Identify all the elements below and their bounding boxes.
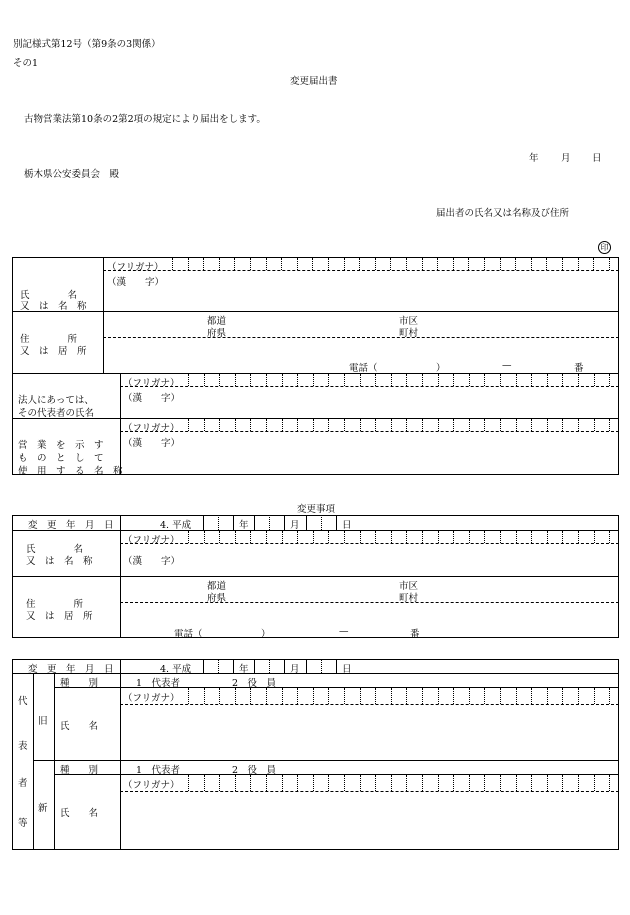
furigana-cell-divider <box>562 419 563 431</box>
furigana-cell-divider <box>484 688 485 704</box>
addressee: 栃木県公安委員会 殿 <box>24 169 120 180</box>
furigana-cell-divider <box>282 775 283 791</box>
furigana-cell-divider <box>297 258 298 270</box>
furigana-cell-divider <box>313 419 314 431</box>
furigana-cell-divider <box>344 775 345 791</box>
furigana-cell-divider <box>500 531 501 543</box>
t2-name-input[interactable] <box>121 544 618 575</box>
t2-city-b: 町村 <box>399 593 419 604</box>
page-title: 変更届出書 <box>290 76 338 87</box>
date-day: 日 <box>592 153 602 164</box>
furigana-cell-divider <box>438 531 439 543</box>
furigana-cell-divider <box>484 419 485 431</box>
furigana-cell-divider <box>531 374 532 386</box>
furigana-cell-divider <box>266 419 267 431</box>
furigana-cell-divider <box>219 531 220 543</box>
furigana-cell-divider <box>313 374 314 386</box>
furigana-cell-divider <box>204 775 205 791</box>
furigana-cell-divider <box>188 775 189 791</box>
prefecture-label-b: 府県 <box>207 328 227 339</box>
furigana-cell-divider <box>219 419 220 431</box>
t2-addr-label-2: 又 は 居 所 <box>26 611 93 622</box>
furigana-cell-divider <box>282 688 283 704</box>
furigana-cell-divider <box>453 531 454 543</box>
new-type-label: 種 別 <box>60 765 99 776</box>
t2-nen: 年 <box>239 520 249 531</box>
furigana-cell-divider <box>593 258 594 270</box>
furigana-cell-divider <box>282 419 283 431</box>
date-month: 月 <box>561 153 571 164</box>
furigana-cell-divider <box>188 419 189 431</box>
old-label: 旧 <box>38 716 48 727</box>
submitter-label: 届出者の氏名又は名称及び住所 <box>436 208 570 219</box>
rep-kanji-label: （漢 字） <box>123 393 181 404</box>
old-type-opt-2[interactable]: 2 役 員 <box>232 678 277 689</box>
t3-gatsu: 月 <box>290 664 300 675</box>
furigana-cell-divider <box>484 775 485 791</box>
furigana-cell-divider <box>203 258 204 270</box>
t2-kanji: （漢 字） <box>123 556 181 567</box>
furigana-cell-divider <box>328 775 329 791</box>
name-label: 氏 名 <box>20 290 78 301</box>
city-label-a: 市区 <box>399 316 419 327</box>
furigana-cell-divider <box>578 531 579 543</box>
furigana-cell-divider <box>453 374 454 386</box>
new-label: 新 <box>38 803 48 814</box>
seal-icon: 印 <box>598 241 611 254</box>
furigana-cell-divider <box>360 374 361 386</box>
furigana-cell-divider <box>406 531 407 543</box>
furigana-cell-divider <box>204 374 205 386</box>
furigana-cell-divider <box>484 374 485 386</box>
name-input[interactable] <box>104 271 618 310</box>
furigana-cell-divider <box>204 531 205 543</box>
furigana-cell-divider <box>375 531 376 543</box>
furigana-label: （フリガナ） <box>107 262 164 273</box>
t2-name-label-2: 又 は 名 称 <box>26 556 93 567</box>
furigana-cell-divider <box>516 419 517 431</box>
old-name-label: 氏 名 <box>60 721 99 732</box>
furigana-cell-divider <box>406 419 407 431</box>
furigana-cell-divider <box>546 258 547 270</box>
biz-name-input[interactable] <box>121 432 618 474</box>
furigana-cell-divider <box>594 775 595 791</box>
furigana-cell-divider <box>188 688 189 704</box>
furigana-cell-divider <box>469 531 470 543</box>
furigana-cell-divider <box>609 258 610 270</box>
furigana-cell-divider <box>516 688 517 704</box>
furigana-cell-divider <box>391 688 392 704</box>
furigana-cell-divider <box>266 258 267 270</box>
furigana-cell-divider <box>266 688 267 704</box>
prefecture-label-a: 都道 <box>207 316 227 327</box>
old-type-label: 種 別 <box>60 678 99 689</box>
furigana-cell-divider <box>297 531 298 543</box>
furigana-cell-divider <box>406 688 407 704</box>
furigana-cell-divider <box>235 419 236 431</box>
furigana-cell-divider <box>547 775 548 791</box>
date-year: 年 <box>529 153 539 164</box>
old-furigana: （フリガナ） <box>123 693 180 704</box>
furigana-cell-divider <box>250 419 251 431</box>
biz-label-3: 使 用 す る 名 称 <box>18 466 123 477</box>
furigana-cell-divider <box>484 531 485 543</box>
intro-text: 古物営業法第10条の2第2項の規定により届出をします。 <box>24 114 266 125</box>
t2-address-input[interactable] <box>121 603 618 637</box>
furigana-cell-divider <box>609 775 610 791</box>
furigana-cell-divider <box>235 775 236 791</box>
furigana-cell-divider <box>594 419 595 431</box>
furigana-cell-divider <box>297 775 298 791</box>
t3-nichi: 日 <box>342 664 352 675</box>
furigana-cell-divider <box>484 258 485 270</box>
furigana-cell-divider <box>468 258 469 270</box>
furigana-cell-divider <box>469 688 470 704</box>
new-name-input[interactable] <box>121 792 618 849</box>
furigana-cell-divider <box>281 258 282 270</box>
furigana-cell-divider <box>438 775 439 791</box>
furigana-cell-divider <box>422 258 423 270</box>
furigana-cell-divider <box>500 258 501 270</box>
furigana-cell-divider <box>297 374 298 386</box>
furigana-cell-divider <box>234 258 235 270</box>
furigana-cell-divider <box>578 419 579 431</box>
furigana-cell-divider <box>562 258 563 270</box>
furigana-cell-divider <box>235 374 236 386</box>
furigana-cell-divider <box>266 775 267 791</box>
t2-furigana: （フリガナ） <box>123 535 180 546</box>
tel-paren: ） <box>436 363 446 374</box>
t2-era: 4. 平成 <box>160 520 192 531</box>
new-type-opt-1[interactable]: 1 代表者 <box>136 765 181 776</box>
furigana-cell-divider <box>547 374 548 386</box>
furigana-cell-divider <box>250 374 251 386</box>
furigana-cell-divider <box>500 374 501 386</box>
furigana-cell-divider <box>204 419 205 431</box>
furigana-cell-divider <box>266 531 267 543</box>
furigana-cell-divider <box>344 419 345 431</box>
furigana-cell-divider <box>578 258 579 270</box>
furigana-cell-divider <box>469 419 470 431</box>
furigana-cell-divider <box>469 374 470 386</box>
rep-label-2: その代表者の氏名 <box>18 408 95 419</box>
furigana-cell-divider <box>438 374 439 386</box>
furigana-cell-divider <box>422 531 423 543</box>
form-part: その1 <box>13 58 39 69</box>
furigana-cell-divider <box>562 374 563 386</box>
furigana-cell-divider <box>594 531 595 543</box>
t2-tel-paren: ） <box>261 629 271 640</box>
furigana-cell-divider <box>219 258 220 270</box>
furigana-cell-divider <box>531 258 532 270</box>
t2-nichi: 日 <box>342 520 352 531</box>
furigana-cell-divider <box>500 775 501 791</box>
old-name-input[interactable] <box>121 705 618 759</box>
form-number: 別記様式第12号（第9条の3関係） <box>13 39 161 50</box>
furigana-cell-divider <box>172 258 173 270</box>
t2-tel-dash: — <box>339 626 349 637</box>
t2-gatsu: 月 <box>290 520 300 531</box>
furigana-cell-divider <box>531 531 532 543</box>
tel-prefix: 電話（ <box>349 363 378 374</box>
old-type-opt-1[interactable]: 1 代表者 <box>136 678 181 689</box>
city-label-b: 町村 <box>399 328 419 339</box>
group-char-2: 表 <box>18 741 28 752</box>
furigana-cell-divider <box>453 688 454 704</box>
new-name-label: 氏 名 <box>60 808 99 819</box>
furigana-cell-divider <box>547 419 548 431</box>
furigana-cell-divider <box>266 374 267 386</box>
furigana-cell-divider <box>391 419 392 431</box>
furigana-cell-divider <box>516 775 517 791</box>
furigana-cell-divider <box>609 688 610 704</box>
new-furigana: （フリガナ） <box>123 780 180 791</box>
furigana-cell-divider <box>313 688 314 704</box>
tel-dash: — <box>502 360 512 371</box>
furigana-cell-divider <box>375 688 376 704</box>
t2-name-label: 氏 名 <box>26 544 84 555</box>
furigana-cell-divider <box>297 688 298 704</box>
t2-pref-b: 府県 <box>207 593 227 604</box>
furigana-cell-divider <box>328 374 329 386</box>
group-char-4: 等 <box>18 818 28 829</box>
t2-tel-prefix: 電話（ <box>174 629 203 640</box>
tel-ban: 番 <box>574 363 584 374</box>
furigana-cell-divider <box>531 775 532 791</box>
furigana-cell-divider <box>469 775 470 791</box>
furigana-cell-divider <box>359 258 360 270</box>
biz-label-2: も の と し て <box>18 453 104 464</box>
furigana-cell-divider <box>344 531 345 543</box>
kanji-label: （漢 字） <box>107 277 165 288</box>
furigana-cell-divider <box>609 419 610 431</box>
furigana-cell-divider <box>312 258 313 270</box>
furigana-cell-divider <box>609 374 610 386</box>
furigana-cell-divider <box>609 531 610 543</box>
furigana-cell-divider <box>531 688 532 704</box>
furigana-cell-divider <box>282 531 283 543</box>
furigana-cell-divider <box>297 419 298 431</box>
rep-furigana-label: （フリガナ） <box>123 378 180 389</box>
furigana-cell-divider <box>453 258 454 270</box>
furigana-cell-divider <box>578 688 579 704</box>
t3-date-label: 変 更 年 月 日 <box>28 664 114 675</box>
address-label: 住 所 <box>20 334 78 345</box>
furigana-cell-divider <box>437 258 438 270</box>
furigana-cell-divider <box>391 374 392 386</box>
furigana-cell-divider <box>250 258 251 270</box>
furigana-cell-divider <box>328 688 329 704</box>
furigana-cell-divider <box>422 419 423 431</box>
furigana-cell-divider <box>282 374 283 386</box>
furigana-cell-divider <box>375 374 376 386</box>
furigana-cell-divider <box>250 688 251 704</box>
biz-furigana-label: （フリガナ） <box>123 423 180 434</box>
furigana-cell-divider <box>406 775 407 791</box>
furigana-cell-divider <box>500 419 501 431</box>
furigana-cell-divider <box>250 775 251 791</box>
furigana-cell-divider <box>422 775 423 791</box>
t2-pref-a: 都道 <box>207 581 227 592</box>
furigana-cell-divider <box>438 419 439 431</box>
furigana-cell-divider <box>453 419 454 431</box>
furigana-cell-divider <box>188 531 189 543</box>
rep-label: 法人にあっては、 <box>18 395 94 406</box>
t3-nen: 年 <box>239 664 249 675</box>
address-input[interactable] <box>104 338 618 372</box>
furigana-cell-divider <box>562 531 563 543</box>
group-char-1: 代 <box>18 696 28 707</box>
furigana-cell-divider <box>188 374 189 386</box>
furigana-cell-divider <box>219 775 220 791</box>
name-label-2: 又 は 名 称 <box>20 301 87 312</box>
change-caption: 変更事項 <box>297 504 336 515</box>
furigana-cell-divider <box>360 531 361 543</box>
furigana-cell-divider <box>531 419 532 431</box>
furigana-cell-divider <box>578 374 579 386</box>
furigana-cell-divider <box>390 258 391 270</box>
t2-date-label: 変 更 年 月 日 <box>28 520 114 531</box>
furigana-cell-divider <box>516 374 517 386</box>
furigana-cell-divider <box>562 775 563 791</box>
t3-era: 4. 平成 <box>160 664 192 675</box>
rep-name-input[interactable] <box>121 387 618 417</box>
furigana-cell-divider <box>360 688 361 704</box>
furigana-cell-divider <box>422 688 423 704</box>
furigana-cell-divider <box>422 374 423 386</box>
biz-kanji-label: （漢 字） <box>123 438 181 449</box>
biz-label: 営 業 を 示 す <box>18 440 104 451</box>
furigana-cell-divider <box>219 688 220 704</box>
furigana-cell-divider <box>547 531 548 543</box>
furigana-cell-divider <box>516 531 517 543</box>
furigana-cell-divider <box>562 688 563 704</box>
furigana-cell-divider <box>594 688 595 704</box>
furigana-cell-divider <box>375 419 376 431</box>
furigana-cell-divider <box>500 688 501 704</box>
furigana-cell-divider <box>578 775 579 791</box>
t2-addr-label: 住 所 <box>26 599 84 610</box>
group-char-3: 者 <box>18 778 28 789</box>
furigana-cell-divider <box>391 775 392 791</box>
furigana-cell-divider <box>515 258 516 270</box>
furigana-cell-divider <box>547 688 548 704</box>
furigana-cell-divider <box>360 775 361 791</box>
furigana-cell-divider <box>188 258 189 270</box>
furigana-cell-divider <box>453 775 454 791</box>
address-label-2: 又 は 居 所 <box>20 346 87 357</box>
new-type-opt-2[interactable]: 2 役 員 <box>232 765 277 776</box>
furigana-cell-divider <box>406 258 407 270</box>
t2-city-a: 市区 <box>399 581 419 592</box>
furigana-cell-divider <box>313 531 314 543</box>
furigana-cell-divider <box>328 419 329 431</box>
furigana-cell-divider <box>235 688 236 704</box>
furigana-cell-divider <box>360 419 361 431</box>
furigana-cell-divider <box>344 374 345 386</box>
furigana-cell-divider <box>375 258 376 270</box>
furigana-cell-divider <box>328 531 329 543</box>
furigana-cell-divider <box>219 374 220 386</box>
furigana-cell-divider <box>438 688 439 704</box>
furigana-cell-divider <box>391 531 392 543</box>
furigana-cell-divider <box>328 258 329 270</box>
furigana-cell-divider <box>204 688 205 704</box>
furigana-cell-divider <box>594 374 595 386</box>
furigana-cell-divider <box>250 531 251 543</box>
furigana-cell-divider <box>235 531 236 543</box>
t2-tel-ban: 番 <box>410 629 420 640</box>
furigana-cell-divider <box>406 374 407 386</box>
furigana-cell-divider <box>313 775 314 791</box>
furigana-cell-divider <box>375 775 376 791</box>
furigana-cell-divider <box>344 688 345 704</box>
furigana-cell-divider <box>344 258 345 270</box>
